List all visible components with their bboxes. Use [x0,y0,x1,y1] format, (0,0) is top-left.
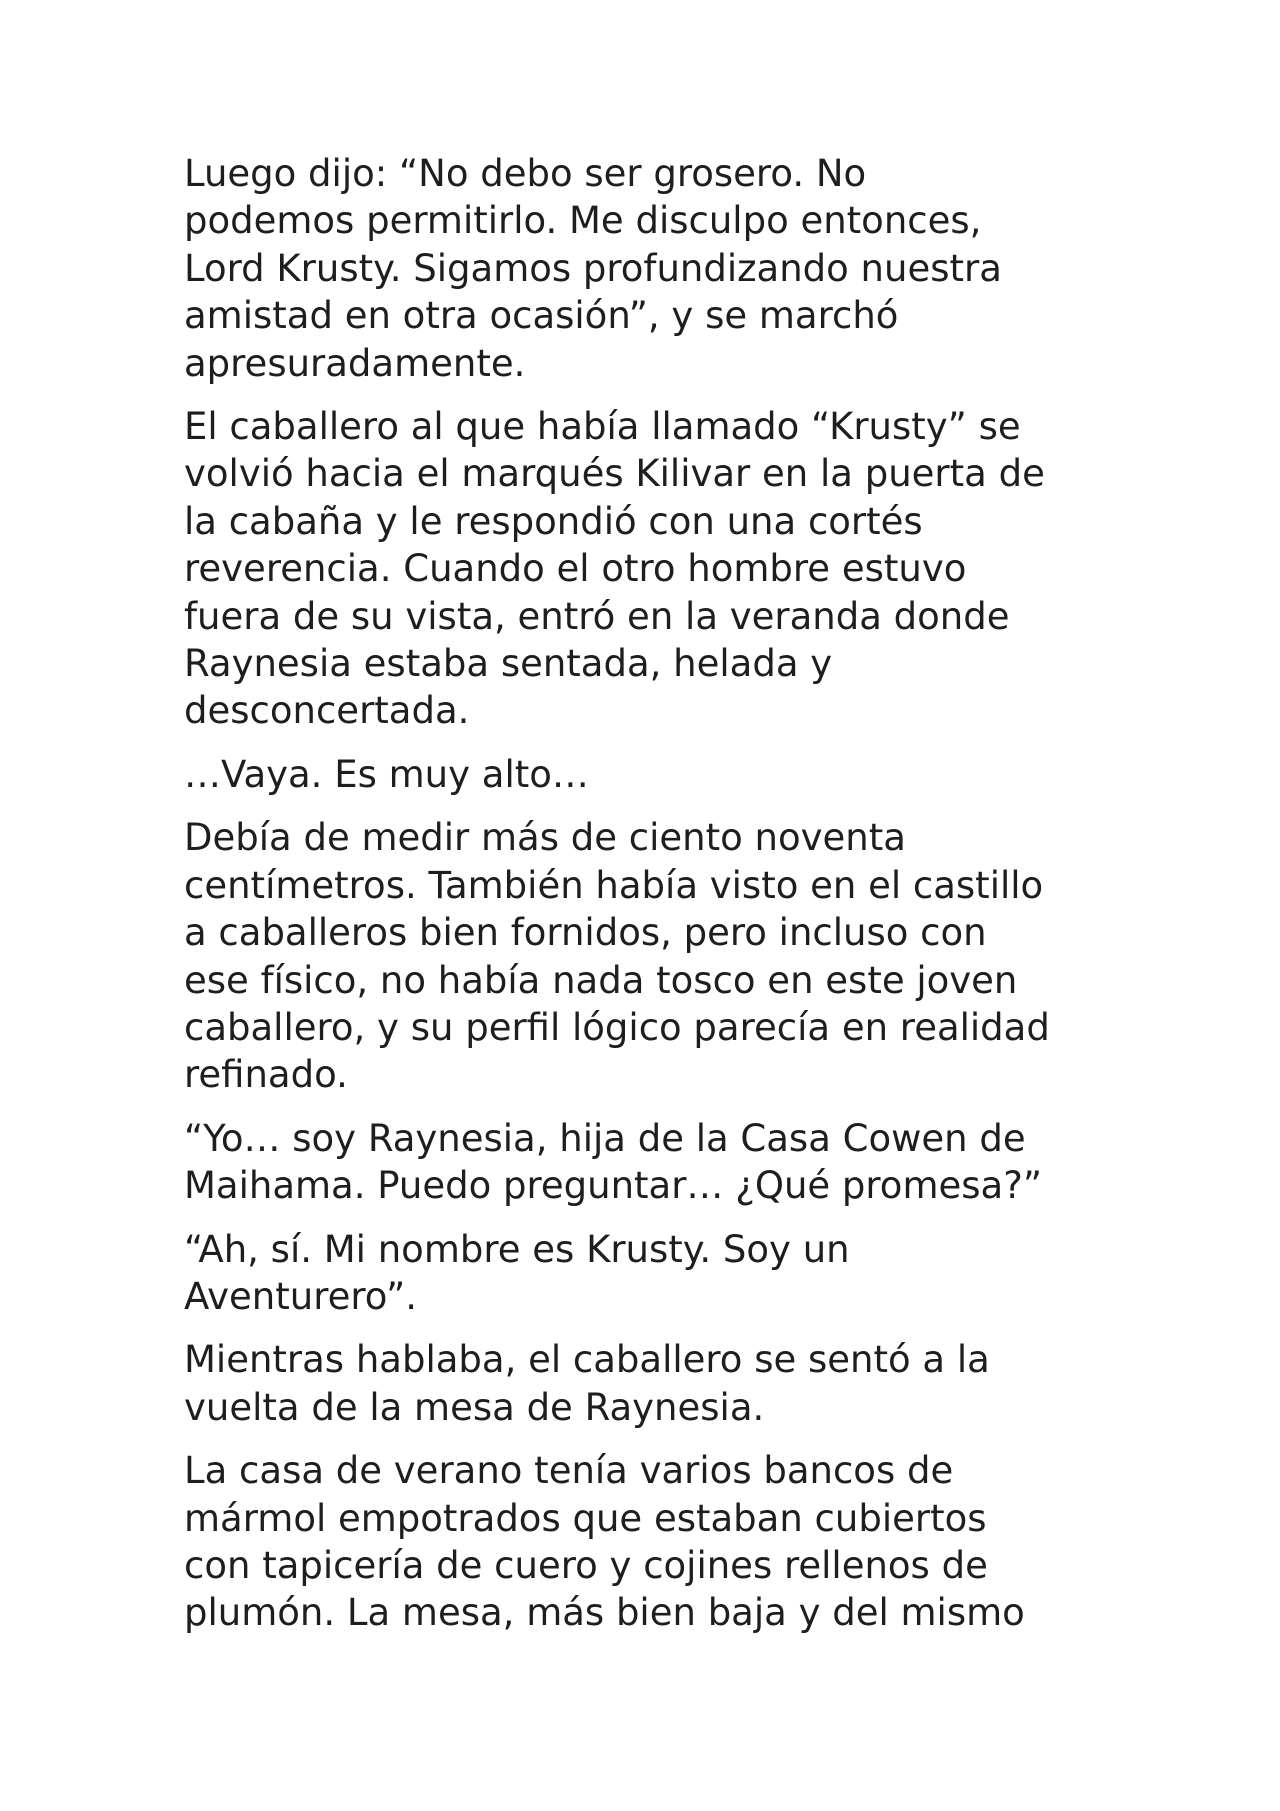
text-line: plumón. La mesa, más bien baja y del mismo [184,1591,1025,1635]
text-line: caballero, y su perfil lógico parecía en realidad [184,1005,1050,1049]
paragraph-8 [184,1447,1124,1637]
text-line: podemos permitirlo. Me disculpo entonces, [184,199,982,243]
text-line: desconcertada. [184,689,470,733]
text-line: mármol empotrados que estaban cubiertos [184,1496,987,1540]
text-line: “Ah, sí. Mi nombre es Krusty. Soy un [184,1227,850,1271]
paragraph-3 [184,751,1124,798]
text-line: Luego dijo: “No debo ser grosero. No [184,152,867,195]
text-line: Lord Krusty. Sigamos profundizando nuestra [184,246,1002,290]
text-line: ese físico, no había nada tosco en este joven [184,958,1018,1002]
text-line: vuelta de la mesa de Raynesia. [184,1385,765,1429]
text-line: Raynesia estaba sentada, helada y [184,642,833,686]
text-line: Aventurero”. [184,1274,418,1318]
paragraph-2 [184,403,1124,735]
text-line: amistad en otra ocasión”, y se marchó [184,294,899,338]
text-line: reverencia. Cuando el otro hombre estuvo [184,547,967,591]
paragraph-4 [184,814,1124,1098]
text-line: Maihama. Puedo preguntar… ¿Qué promesa?” [184,1164,1043,1208]
text-line: apresuradamente. [184,341,526,385]
text-line: El caballero al que había llamado “Krusty” se [184,405,1021,449]
text-line: con tapicería de cuero y cojines rellenos de [184,1543,988,1587]
paragraph-1 [184,150,1124,387]
text-line: Debía de medir más de ciento noventa [184,816,906,860]
text-line: la cabaña y le respondió con una cortés [184,499,923,543]
paragraph-6 [184,1226,1124,1321]
paragraph-7 [184,1336,1124,1431]
paragraph-5 [184,1115,1124,1210]
text-line: refinado. [184,1053,348,1097]
text-line: volvió hacia el marqués Kilivar en la puerta de [184,452,1045,496]
document-page [184,150,1124,1653]
text-line: “Yo… soy Raynesia, hija de la Casa Cowen de [184,1116,1026,1160]
text-line: fuera de su vista, entró en la veranda donde [184,594,1010,638]
text-line: …Vaya. Es muy alto… [184,752,589,796]
text-line: centímetros. También había visto en el castillo [184,863,1044,907]
text-line: La casa de verano tenía varios bancos de [184,1449,954,1493]
text-line: Mientras hablaba, el caballero se sentó a la [184,1338,990,1382]
text-line: a caballeros bien fornidos, pero incluso con [184,911,987,955]
